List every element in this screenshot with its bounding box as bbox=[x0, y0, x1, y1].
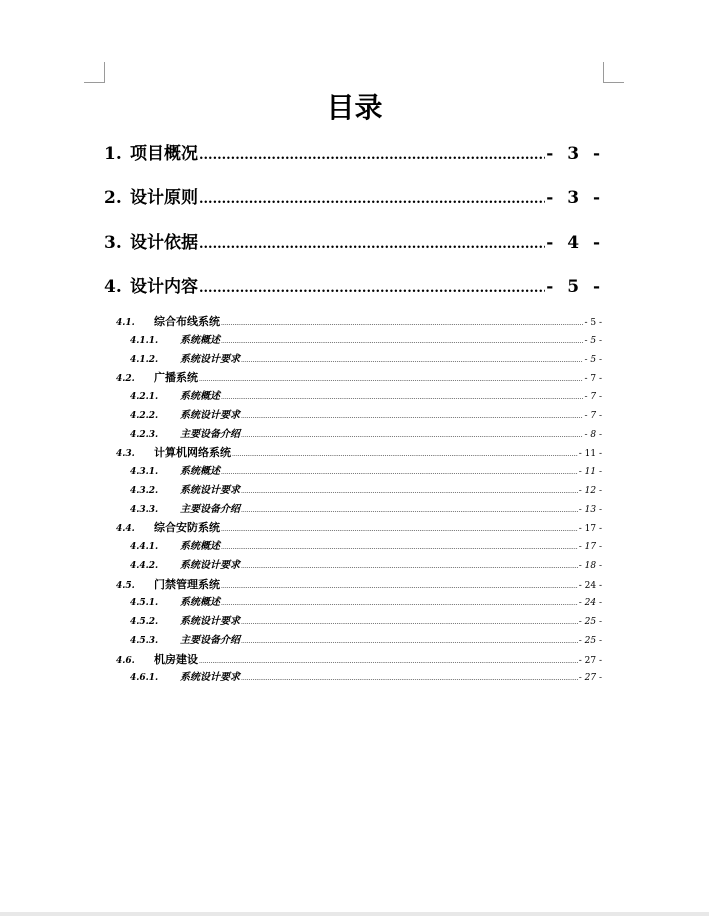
toc-dot-leader bbox=[221, 596, 578, 612]
toc-entry[interactable] bbox=[130, 408, 602, 424]
crop-mark-top-right bbox=[603, 62, 624, 83]
toc-entry-page-number: - 11 - bbox=[578, 467, 602, 477]
toc-dot-leader bbox=[241, 634, 578, 650]
toc-entry-label: 系统设计要求 bbox=[180, 484, 240, 496]
toc-entry-page-number: - 17 - bbox=[578, 542, 602, 552]
toc-entry[interactable] bbox=[104, 231, 604, 255]
toc-dot-leader bbox=[199, 277, 545, 301]
toc-entry-number: 4.6. bbox=[116, 655, 135, 666]
toc-entry[interactable] bbox=[104, 275, 604, 299]
toc-entry[interactable] bbox=[130, 595, 602, 611]
toc-entry[interactable] bbox=[130, 670, 602, 686]
toc-entry-number: 4.4. bbox=[116, 524, 135, 535]
toc-dot-leader bbox=[221, 316, 583, 332]
toc-entry-number: 4.5.2. bbox=[130, 617, 159, 627]
toc-entry-label: 计算机网络系统 bbox=[154, 446, 231, 460]
toc-entry-page-number: - 27 - bbox=[578, 673, 602, 684]
toc-dot-leader bbox=[199, 188, 545, 212]
toc-entry-label: 项目概况 bbox=[130, 144, 198, 164]
toc-entry[interactable] bbox=[130, 389, 602, 405]
toc-entry-number: 4.3.3. bbox=[130, 504, 159, 515]
toc-entry[interactable] bbox=[130, 614, 602, 630]
toc-entry-page-number: - 17 - bbox=[578, 524, 602, 535]
toc-dot-leader bbox=[241, 559, 578, 575]
toc-entry-number: 1. bbox=[104, 144, 122, 164]
toc-dot-leader bbox=[241, 671, 578, 687]
toc-dot-leader bbox=[199, 372, 583, 388]
toc-entry-page-number: - 25 - bbox=[578, 635, 602, 646]
toc-entry[interactable] bbox=[130, 633, 602, 649]
toc-dot-leader bbox=[221, 540, 578, 556]
toc-entry-number: 4.2.1. bbox=[130, 392, 159, 402]
toc-entry-number: 4.2. bbox=[116, 374, 135, 385]
toc-entry[interactable] bbox=[116, 370, 602, 386]
toc-entry-page-number: - 13 - bbox=[578, 504, 602, 515]
toc-dot-leader bbox=[199, 144, 545, 168]
toc-entry[interactable] bbox=[104, 186, 604, 210]
toc-entry-label: 系统设计要求 bbox=[180, 409, 240, 421]
toc-entry-label: 综合安防系统 bbox=[154, 521, 220, 535]
toc-entry-page-number: - 8 - bbox=[584, 429, 602, 440]
toc-entry-number: 4. bbox=[104, 277, 122, 297]
toc-entry-number: 4.5.3. bbox=[130, 635, 159, 646]
toc-entry-number: 4.4.2. bbox=[130, 560, 159, 571]
toc-entry-label: 系统概述 bbox=[180, 391, 220, 402]
toc-entry[interactable] bbox=[104, 142, 604, 166]
toc-entry-page-number: - 24 - bbox=[578, 580, 602, 591]
toc-entry-page-number: - 12 - bbox=[578, 485, 602, 496]
toc-entry[interactable] bbox=[130, 558, 602, 574]
toc-entry-label: 广播系统 bbox=[154, 371, 198, 385]
toc-entry-page-number: - 5 - bbox=[584, 335, 602, 346]
toc-entry-page-number: - 3 - bbox=[546, 144, 604, 164]
toc-entry-page-number: - 5 - bbox=[584, 318, 602, 328]
toc-entry[interactable] bbox=[116, 652, 602, 668]
toc-dot-leader bbox=[199, 654, 578, 670]
toc-entry-number: 4.1. bbox=[116, 318, 135, 328]
toc-entry-number: 4.6.1. bbox=[130, 673, 159, 684]
toc-dot-leader bbox=[221, 465, 578, 481]
toc-entry-page-number: - 11 - bbox=[578, 449, 602, 460]
toc-entry[interactable] bbox=[116, 445, 602, 461]
toc-entry[interactable] bbox=[130, 539, 602, 555]
toc-entry-number: 4.5. bbox=[116, 580, 135, 591]
toc-entry-label: 主要设备介绍 bbox=[180, 634, 240, 646]
toc-entry-label: 设计内容 bbox=[130, 277, 198, 297]
toc-entry-page-number: - 18 - bbox=[578, 560, 602, 571]
toc-dot-leader bbox=[199, 233, 545, 257]
toc-entry[interactable] bbox=[130, 483, 602, 499]
toc-entry[interactable] bbox=[116, 314, 602, 330]
toc-entry-page-number: - 4 - bbox=[546, 233, 604, 253]
toc-dot-leader bbox=[232, 447, 578, 463]
toc-entry-number: 3. bbox=[104, 233, 122, 253]
toc-entry[interactable] bbox=[130, 427, 602, 443]
page-bottom-edge bbox=[0, 912, 709, 916]
toc-dot-leader bbox=[221, 334, 583, 350]
toc-entry-label: 设计依据 bbox=[130, 233, 198, 253]
toc-title: 目录 bbox=[326, 91, 383, 124]
toc-dot-leader bbox=[221, 390, 583, 406]
toc-entry-label: 系统设计要求 bbox=[180, 353, 240, 365]
toc-entry-label: 系统概述 bbox=[180, 597, 220, 609]
toc-entry[interactable] bbox=[116, 520, 602, 536]
toc-dot-leader bbox=[241, 428, 583, 444]
toc-entry-number: 4.1.1. bbox=[130, 335, 159, 346]
toc-entry-number: 2. bbox=[104, 188, 122, 208]
toc-entry-page-number: - 5 - bbox=[546, 277, 604, 297]
toc-entry-label: 系统概述 bbox=[180, 334, 220, 346]
toc-entry-label: 综合布线系统 bbox=[154, 315, 220, 328]
toc-entry-page-number: - 24 - bbox=[578, 598, 602, 609]
toc-dot-leader bbox=[241, 615, 578, 631]
toc-entry-label: 系统设计要求 bbox=[180, 672, 240, 684]
toc-entry-page-number: - 5 - bbox=[584, 354, 602, 365]
toc-entry-page-number: - 7 - bbox=[584, 374, 602, 385]
toc-entry-page-number: - 3 - bbox=[546, 188, 604, 208]
toc-entry-number: 4.3.2. bbox=[130, 485, 159, 496]
toc-entry-number: 4.3.1. bbox=[130, 467, 159, 477]
toc-entry-number: 4.4.1. bbox=[130, 542, 159, 552]
toc-entry-number: 4.1.2. bbox=[130, 354, 159, 365]
toc-entry[interactable] bbox=[130, 352, 602, 368]
crop-mark-top-left bbox=[84, 62, 105, 83]
toc-entry-label: 系统设计要求 bbox=[180, 616, 240, 627]
toc-entry-label: 系统设计要求 bbox=[180, 559, 240, 571]
toc-entry-number: 4.2.3. bbox=[130, 429, 159, 440]
toc-entry-number: 4.3. bbox=[116, 449, 135, 460]
toc-entry-page-number: - 7 - bbox=[584, 392, 602, 402]
toc-entry-number: 4.2.2. bbox=[130, 410, 159, 421]
toc-dot-leader bbox=[241, 503, 578, 519]
toc-entry-page-number: - 25 - bbox=[578, 617, 602, 627]
toc-dot-leader bbox=[221, 579, 578, 595]
toc-dot-leader bbox=[241, 484, 578, 500]
toc-entry-page-number: - 7 - bbox=[584, 410, 602, 421]
toc-entry[interactable] bbox=[116, 577, 602, 593]
toc-entry[interactable] bbox=[130, 464, 602, 480]
toc-entry-label: 设计原则 bbox=[130, 188, 198, 208]
toc-entry-label: 系统概述 bbox=[180, 466, 220, 477]
toc-entry-page-number: - 27 - bbox=[578, 655, 602, 666]
toc-entry-label: 主要设备介绍 bbox=[180, 503, 240, 515]
toc-entry-label: 主要设备介绍 bbox=[180, 428, 240, 440]
toc-entry[interactable] bbox=[130, 502, 602, 518]
toc-entry-number: 4.5.1. bbox=[130, 598, 159, 609]
toc-entry[interactable] bbox=[130, 333, 602, 349]
toc-dot-leader bbox=[221, 522, 578, 538]
toc-entry-label: 系统概述 bbox=[180, 541, 220, 552]
toc-entry-label: 机房建设 bbox=[154, 652, 198, 666]
toc-dot-leader bbox=[241, 353, 583, 369]
toc-dot-leader bbox=[241, 409, 583, 425]
toc-entry-label: 门禁管理系统 bbox=[154, 577, 220, 591]
